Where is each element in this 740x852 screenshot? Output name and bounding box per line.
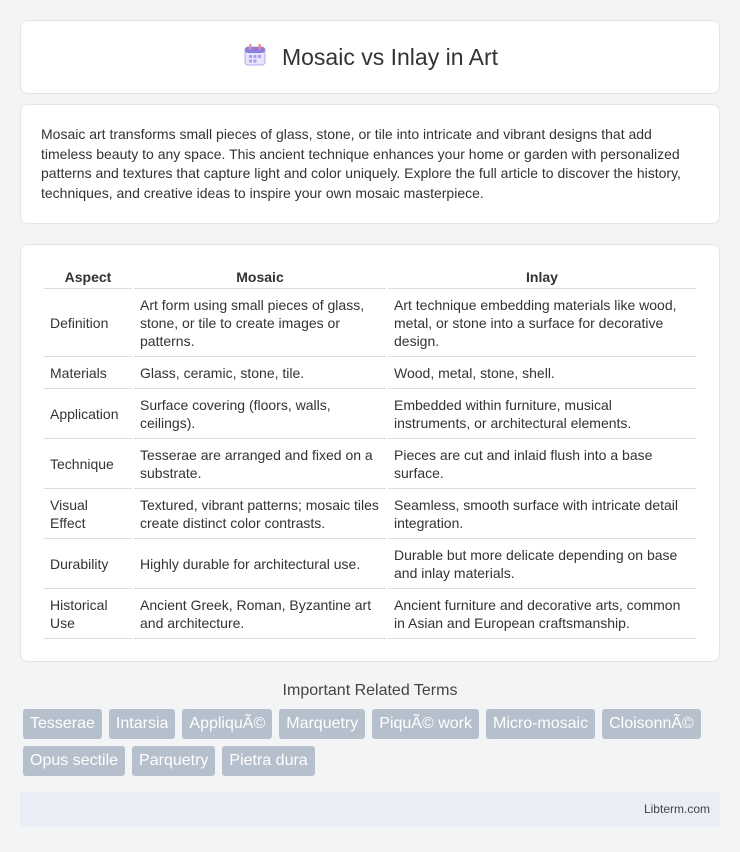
- table-row: [44, 389, 696, 439]
- tag-pique-work[interactable]: PiquÃ© work: [372, 709, 479, 739]
- related-terms-title: Important Related Terms: [282, 682, 458, 699]
- cell-mosaic: Textured, vibrant patterns; mosaic tiles create distinct color contrasts.: [134, 489, 386, 539]
- table-row: [44, 539, 696, 589]
- cell-inlay: Art technique embedding materials like wood, metal, or stone into a surface for decorative design.: [388, 289, 696, 357]
- header-mosaic: Mosaic: [134, 263, 386, 289]
- cell-aspect: Application: [44, 389, 132, 439]
- intro-text: Mosaic art transforms small pieces of glass, stone, or tile into intricate and vibrant designs that add timeless beauty to any space. This ancient technique enhances your home or garden with personalized patterns and textures that capture light and color uniquely. Explore the full article to discover the history, techniques, and creative ideas to inspire your own mosaic masterpiece.: [41, 126, 681, 201]
- table-row: [44, 439, 696, 489]
- comparison-table: [42, 263, 698, 639]
- cell-aspect: Historical Use: [44, 589, 132, 639]
- cell-mosaic: Glass, ceramic, stone, tile.: [134, 357, 386, 389]
- table-row: [44, 489, 696, 539]
- tag-micro-mosaic[interactable]: Micro-mosaic: [486, 709, 595, 739]
- related-terms-list: [20, 709, 720, 776]
- cell-mosaic: Ancient Greek, Roman, Byzantine art and architecture.: [134, 589, 386, 639]
- footer: [20, 792, 720, 826]
- calendar-icon: [242, 42, 268, 73]
- cell-aspect: Technique: [44, 439, 132, 489]
- cell-mosaic: Tesserae are arranged and fixed on a substrate.: [134, 439, 386, 489]
- header-inlay: Inlay: [388, 263, 696, 289]
- tag-opus-sectile[interactable]: Opus sectile: [23, 746, 125, 776]
- title-card: [20, 20, 720, 94]
- cell-aspect: Visual Effect: [44, 489, 132, 539]
- cell-mosaic: Art form using small pieces of glass, stone, or tile to create images or patterns.: [134, 289, 386, 357]
- related-terms-section: [20, 682, 720, 776]
- cell-aspect: Durability: [44, 539, 132, 589]
- table-row: [44, 589, 696, 639]
- tag-cloisonne[interactable]: CloisonnÃ©: [602, 709, 701, 739]
- table-header-row: [44, 263, 696, 289]
- cell-inlay: Durable but more delicate depending on base and inlay materials.: [388, 539, 696, 589]
- tag-marquetry[interactable]: Marquetry: [279, 709, 365, 739]
- tag-pietra-dura[interactable]: Pietra dura: [222, 746, 314, 776]
- header-aspect: Aspect: [44, 263, 132, 289]
- tag-intarsia[interactable]: Intarsia: [109, 709, 175, 739]
- table-row: [44, 357, 696, 389]
- cell-inlay: Pieces are cut and inlaid flush into a base surface.: [388, 439, 696, 489]
- cell-inlay: Embedded within furniture, musical instruments, or architectural elements.: [388, 389, 696, 439]
- tag-applique[interactable]: AppliquÃ©: [182, 709, 272, 739]
- cell-aspect: Materials: [44, 357, 132, 389]
- comparison-card: [20, 244, 720, 662]
- tag-tesserae[interactable]: Tesserae: [23, 709, 102, 739]
- tag-parquetry[interactable]: Parquetry: [132, 746, 215, 776]
- table-row: [44, 289, 696, 357]
- cell-mosaic: Surface covering (floors, walls, ceilings).: [134, 389, 386, 439]
- cell-aspect: Definition: [44, 289, 132, 357]
- page-title: Mosaic vs Inlay in Art: [281, 43, 499, 70]
- cell-inlay: Wood, metal, stone, shell.: [388, 357, 696, 389]
- cell-mosaic: Highly durable for architectural use.: [134, 539, 386, 589]
- footer-brand[interactable]: Libterm.com: [643, 802, 710, 816]
- intro-card: [20, 104, 720, 224]
- cell-inlay: Seamless, smooth surface with intricate detail integration.: [388, 489, 696, 539]
- cell-inlay: Ancient furniture and decorative arts, common in Asian and European craftsmanship.: [388, 589, 696, 639]
